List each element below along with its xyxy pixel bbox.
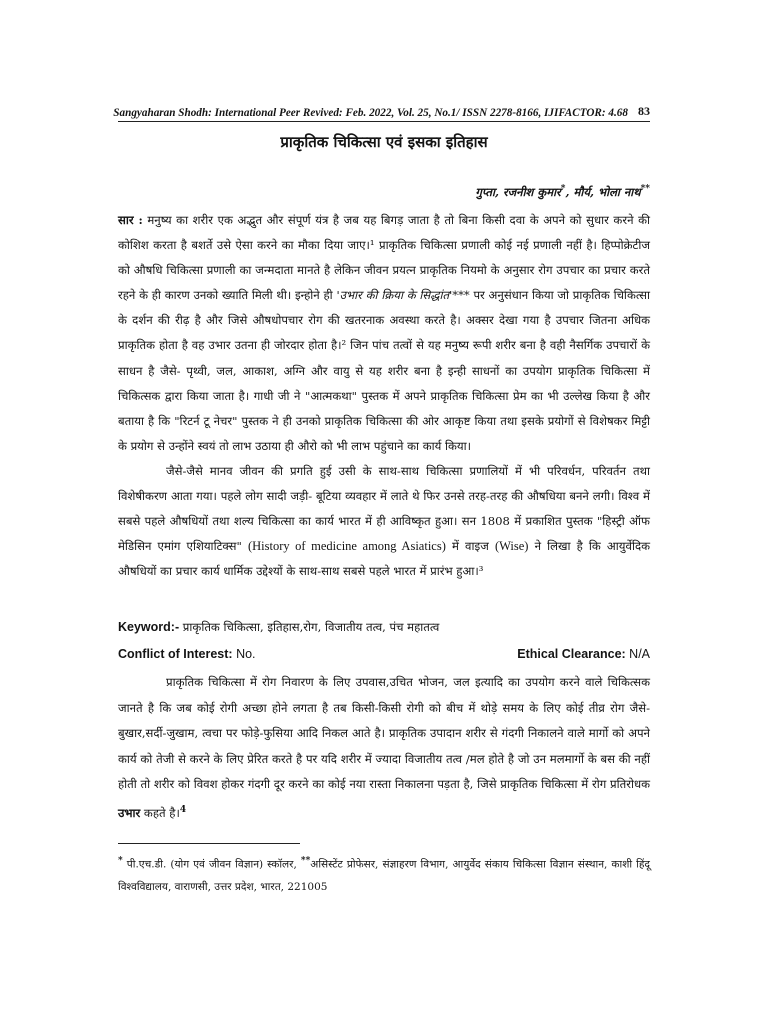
abstract-english-name: (Wise) xyxy=(494,539,529,554)
abstract xyxy=(118,208,650,584)
abstract-italic-phrase: 'उभार की क्रिया के सिद्धांत' xyxy=(332,288,453,303)
citation-mark: 4 xyxy=(179,804,187,815)
body-text-run: प्राकृतिक चिकित्सा में रोग निवारण के लिए उपवास,उचित भोजन, जल इत्यादि का उपयोग करने वाले चिकित्सक जानते है कि जब कोई रोगी अच्छा होने लगता है तब किसी-किसी रोगी को बीच में थोड़े समय के लिए कोई तीव्र रोग जैसे- बुखार,सर्दी-जुखाम, त्वचा पर फोड़े-फुसिया आदि निकल आते है। प्राकृतिक उपादान शरीर से गंदगी निकालने वाले मार्गो को अपने कार्य को तेजी से करने के लिए प्रेरित करते है पर यदि शरीर में ज्यादा विजातीय तत्व /मल होते है जो उन मलमार्गो के बस की नहीं होती तो शरीर को विवश होकर गंदगी दूर करने का कोई नया रास्ता निकालना पड़ता है, जिसे प्राकृतिक चिकित्सा में रोग प्रतिरोधक xyxy=(118,675,650,791)
abstract-paragraph-2 xyxy=(118,459,650,584)
conflict-of-interest xyxy=(118,647,256,661)
abstract-text: *** पर अनुसंधान किया जो प्राकृतिक चिकित्सा के दर्शन की रीढ़ है और जिसे औषधोपचार रोग की खतरनाक अवस्था करते है। अक्सर देखा गया है उपचार जितना अधिक प्राकृतिक होता है वह उभार उतना ही जोरदार होता है।² जिन पांच तत्वों से यह मनुष्य रूपी शरीर बना है वही नैसर्गिक उपचारों के साधन है जैसे- पृथ्वी, जल, आकाश, अग्नि और वायु से यह शरीर बना है इन्ही साधनों का उपयोग प्राकृतिक चिकित्सा में चिकित्सक द्वारा किया जाता है। गाधी जी ने "आत्मकथा" पुस्तक में अपने प्राकृतिक चिकित्सा प्रेम का भी उल्लेख किया है और बताया है कि "रिटर्न टू नेचर" पुस्तक ने ही उनको प्राकृतिक चिकित्सा की ओर आकृष्ट किया तथा इसके प्रयोगों से विशेषकर मिट्टी के प्रयोग से उन्होंने स्वयं तो लाभ उठाया ही औरो को भी लाभ पहुंचाने का कार्य किया। xyxy=(118,288,650,453)
author-line xyxy=(118,184,650,200)
abstract-text: मनुष्य का शरीर एक अद्भुत और संपूर्ण यंत्र है जब यह बिगड़ जाता है तो बिना किसी दवा के अपने को सुधार करने की कोशिश करता है बशर्ते उसे ऐसा करने का मौका दिया जाए।¹ प्राकृतिक चिकित्सा प्रणाली कोई नई प्रणाली नहीं है। हिप्पोक्रेटीज को औषधि चिकित्सा प्रणाली का जन्मदाता मानते है लेकिन जीवन प्रयत्न प्राकृतिक नियमो के अनुसार रोग उपचार का प्रचार करते रहने के ही कारण उनको ख्याति मिली थी। इन्होने ही xyxy=(118,213,650,303)
author-2-mark: ** xyxy=(640,184,650,194)
running-header xyxy=(113,101,650,119)
abstract-paragraph-1 xyxy=(118,208,650,459)
page-number: 83 xyxy=(638,104,650,118)
author-1: गुप्ता, रजनीश कुमार xyxy=(475,184,561,199)
footnote-rule xyxy=(118,843,300,844)
abstract-text: जैसे-जैसे मानव जीवन की प्रगति हुई उसी के साथ-साथ चिकित्सा प्रणालियों में भी परिवर्धन, परिवर्तन तथा विशेषीकरण आता गया। पहले लोग सादी जड़ी- बूटिया व्यवहार में लाते थे फिर उनसे तरह-तरह की औषधिया बनने लगी। विश्व में सबसे पहले औषधियों तथा शल्य चिकित्सा का कार्य भारत में ही आविष्कृत हुआ। सन 1808 में प्रकाशित पुस्तक "हिस्ट्री ऑफ मेडिसिन एमांग एशियाटिक्स" xyxy=(118,463,650,554)
article-title: प्राकृतिक चिकित्सा एवं इसका इतिहास xyxy=(280,133,488,151)
abstract-text: ने लिखा है कि आयुर्वेदिक औषधियों का प्रचार कार्य धार्मिक उद्देश्यों के साथ-साथ सबसे पहले भारत में प्रारंभ हुआ।³ xyxy=(118,539,651,579)
abstract-text: में वाइज xyxy=(445,539,495,554)
journal-citation: Sangyaharan Shodh: International Peer Revived: Feb. 2022, Vol. 25, No.1/ ISSN 2278-8166, IJIFACTOR: 4.68 xyxy=(113,107,628,119)
abstract-label: सार : xyxy=(118,213,143,227)
footnote-mark-1: * xyxy=(118,856,123,866)
conflict-label: Conflict of Interest: xyxy=(118,647,233,661)
ethical-label: Ethical Clearance: xyxy=(517,647,626,661)
body-bold-term: उभार xyxy=(118,805,141,820)
abstract-english-title: (History of medicine among Asiatics) xyxy=(247,539,446,554)
author-2: , मौर्य, भोला नाथ xyxy=(565,184,641,199)
conflict-value: No. xyxy=(232,647,256,661)
author-1-mark: * xyxy=(560,184,566,194)
keywords-label: Keyword:- xyxy=(118,620,180,634)
footnote-text-1: पी.एच.डी. (योग एवं जीवन विज्ञान) स्कॉलर, xyxy=(122,858,301,871)
declarations xyxy=(118,647,650,661)
ethical-value: N/A xyxy=(625,647,650,661)
header-rule xyxy=(118,121,650,122)
footnote-mark-2: ** xyxy=(300,856,311,866)
keywords-text: प्राकृतिक चिकित्सा, इतिहास,रोग, विजातीय तत्व, पंच महातत्व xyxy=(179,620,440,634)
footnote xyxy=(118,850,650,898)
body-text xyxy=(118,670,650,826)
body-paragraph-1 xyxy=(118,670,650,826)
body-text-run: कहते है। xyxy=(140,805,180,820)
ethical-clearance xyxy=(517,647,650,661)
footnote-text-2: असिस्टेंट प्रोफेसर, संज्ञाहरण विभाग, आयुर्वेद संकाय चिकित्सा विज्ञान संस्थान, काशी हिंदू विश्वविद्यालय, वाराणसी, उत्तर प्रदेश, भारत, 221005 xyxy=(118,858,650,893)
keywords xyxy=(118,620,650,635)
